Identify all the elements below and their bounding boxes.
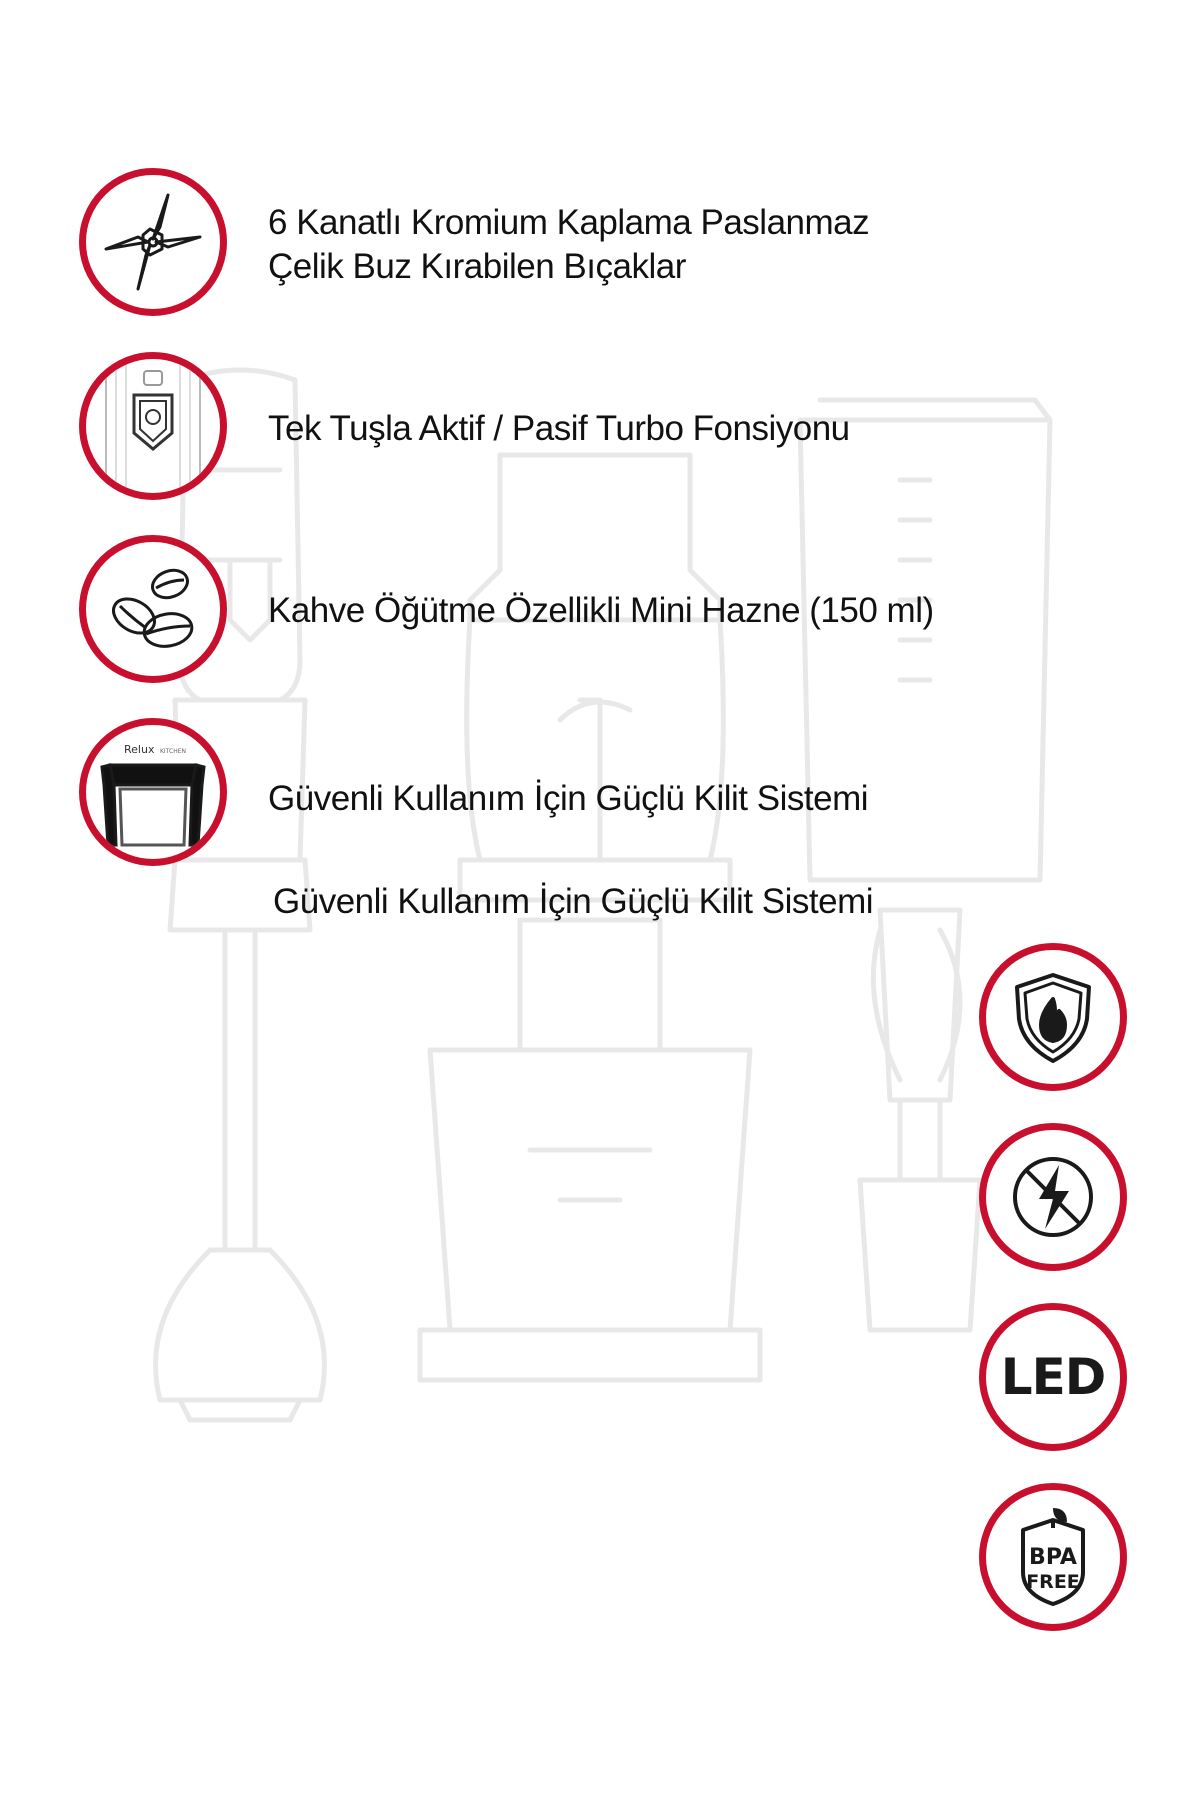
lock-icon-brand: Relux — [124, 743, 155, 756]
led-text-icon — [979, 1303, 1127, 1451]
blade-icon — [79, 168, 227, 316]
bpa-icon-text-top: BPA — [1029, 1545, 1077, 1570]
lock-icon-brand-sub: KITCHEN — [160, 748, 186, 755]
turbo-button-icon — [79, 352, 227, 500]
led-icon-text: LED — [1000, 1348, 1106, 1406]
fire-shield-icon — [979, 943, 1127, 1091]
feature-label-coffee: Kahve Öğütme Özellikli Mini Hazne (150 ml) — [268, 591, 934, 630]
bpa-free-icon — [979, 1483, 1127, 1631]
lock-clamp-icon — [79, 718, 227, 866]
feature-label-lock: Güvenli Kullanım İçin Güçlü Kilit Sistemi — [268, 779, 868, 818]
feature-label-turbo: Tek Tuşla Aktif / Pasif Turbo Fonsiyonu — [268, 409, 850, 448]
feature-label-blades: 6 Kanatlı Kromium Kaplama Paslanmaz Çelik Buz Kırabilen Bıçaklar — [268, 203, 870, 286]
bpa-icon-text-bottom: FREE — [1026, 1571, 1080, 1593]
middle-label-lock: Güvenli Kullanım İçin Güçlü Kilit Sistemi — [273, 882, 873, 921]
no-lightning-icon — [979, 1123, 1127, 1271]
coffee-beans-icon — [79, 535, 227, 683]
